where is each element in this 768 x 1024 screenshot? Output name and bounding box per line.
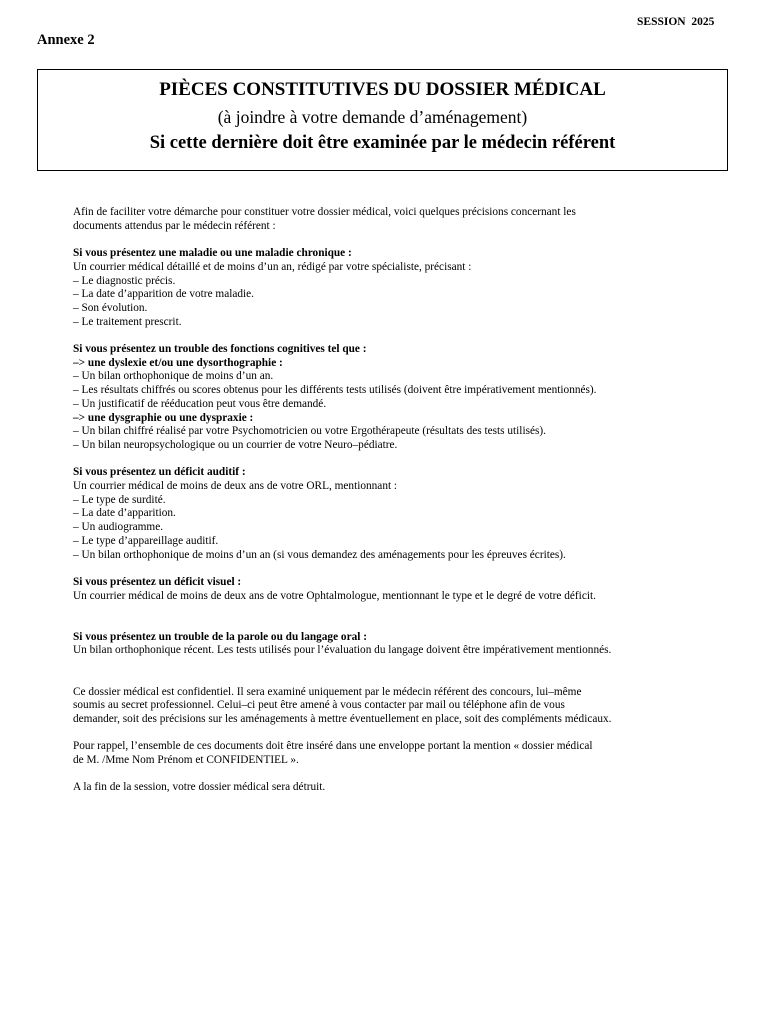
auditif-lead: Un courrier médical de moins de deux ans de votre ORL, mentionnant : [73,480,398,493]
rappel-line-2: de M. /Mme Nom Prénom et CONFIDENTIEL ». [73,754,299,767]
maladie-heading: Si vous présentez une maladie ou une maladie chronique : [73,247,352,260]
list-item: – Un audiogramme. [73,521,164,534]
confidentiel-line-2: soumis au secret professionnel. Celui–ci peut être amené à vous contacter par mail ou téléphone afin de vous [73,699,565,712]
list-item: – Un bilan neuropsychologique ou un courrier de votre Neuro–pédiatre. [73,438,398,451]
title-box [37,69,728,171]
list-item: – Un bilan orthophonique de moins d’un an. [73,370,274,383]
visuel-heading: Si vous présentez un déficit visuel : [73,575,242,588]
list-item: – Le type de surdité. [73,493,166,506]
auditif-heading: Si vous présentez un déficit auditif : [73,466,246,479]
list-item: – Un bilan chiffré réalisé par votre Psychomotricien ou votre Ergothérapeute (résultats des tests utilisés). [73,425,546,438]
intro-line-2: documents attendus par le médecin référent : [73,219,276,232]
document-condition: Si cette dernière doit être examinée par le médecin référent [149,133,616,153]
cognitif-subheading-dysgraphie: –> une dysgraphie ou une dyspraxie : [73,411,254,424]
session-label: SESSION 2025 [637,16,715,28]
intro-line-1: Afin de faciliter votre démarche pour constituer votre dossier médical, voici quelques précisions concernant les [73,206,576,218]
list-item: – La date d’apparition de votre maladie. [73,288,254,301]
list-item: – Son évolution. [73,301,148,314]
visuel-text: Un courrier médical de moins de deux ans de votre Ophtalmologue, mentionnant le type et le degré de votre déficit. [73,589,596,602]
annexe-label: Annexe 2 [37,32,95,48]
fin-text: A la fin de la session, votre dossier médical sera détruit. [73,781,326,794]
cognitif-heading: Si vous présentez un trouble des fonctions cognitives tel que : [73,343,367,355]
list-item: – Un justificatif de rééducation peut vous être demandé. [73,397,327,410]
confidentiel-line-1: Ce dossier médical est confidentiel. Il sera examiné uniquement par le médecin référent des concours, lui–même [73,685,582,698]
confidentiel-line-3: demander, soit des précisions sur les aménagements à mettre éventuellement en place, soit des compléments médicaux. [73,712,612,725]
rappel-line-1: Pour rappel, l’ensemble de ces documents doit être inséré dans une enveloppe portant la mention « dossier médical [73,740,593,753]
parole-heading: Si vous présentez un trouble de la parole ou du langage oral : [73,630,367,643]
document-title: PIÈCES CONSTITUTIVES DU DOSSIER MÉDICAL [159,79,606,100]
list-item: – Le traitement prescrit. [73,315,182,328]
list-item: – La date d’apparition. [73,507,176,520]
parole-text: Un bilan orthophonique récent. Les tests utilisés pour l’évaluation du langage doivent être impérativement mentionnés. [73,644,612,657]
list-item: – Le type d’appareillage auditif. [73,534,219,547]
cognitif-subheading-dyslexie: –> une dyslexie et/ou une dysorthographie : [73,356,283,369]
document-body [73,206,713,795]
list-item: – Les résultats chiffrés ou scores obtenus pour les différents tests utilisés (doivent être impérativement mentionnés). [73,384,597,397]
list-item: – Le diagnostic précis. [73,274,176,287]
document-subtitle: (à joindre à votre demande d’aménagement) [217,107,528,127]
maladie-lead: Un courrier médical détaillé et de moins d’un an, rédigé par votre spécialiste, précisant : [73,260,472,273]
list-item: – Un bilan orthophonique de moins d’un an (si vous demandez des aménagements pour les épreuves écrites). [73,548,566,561]
